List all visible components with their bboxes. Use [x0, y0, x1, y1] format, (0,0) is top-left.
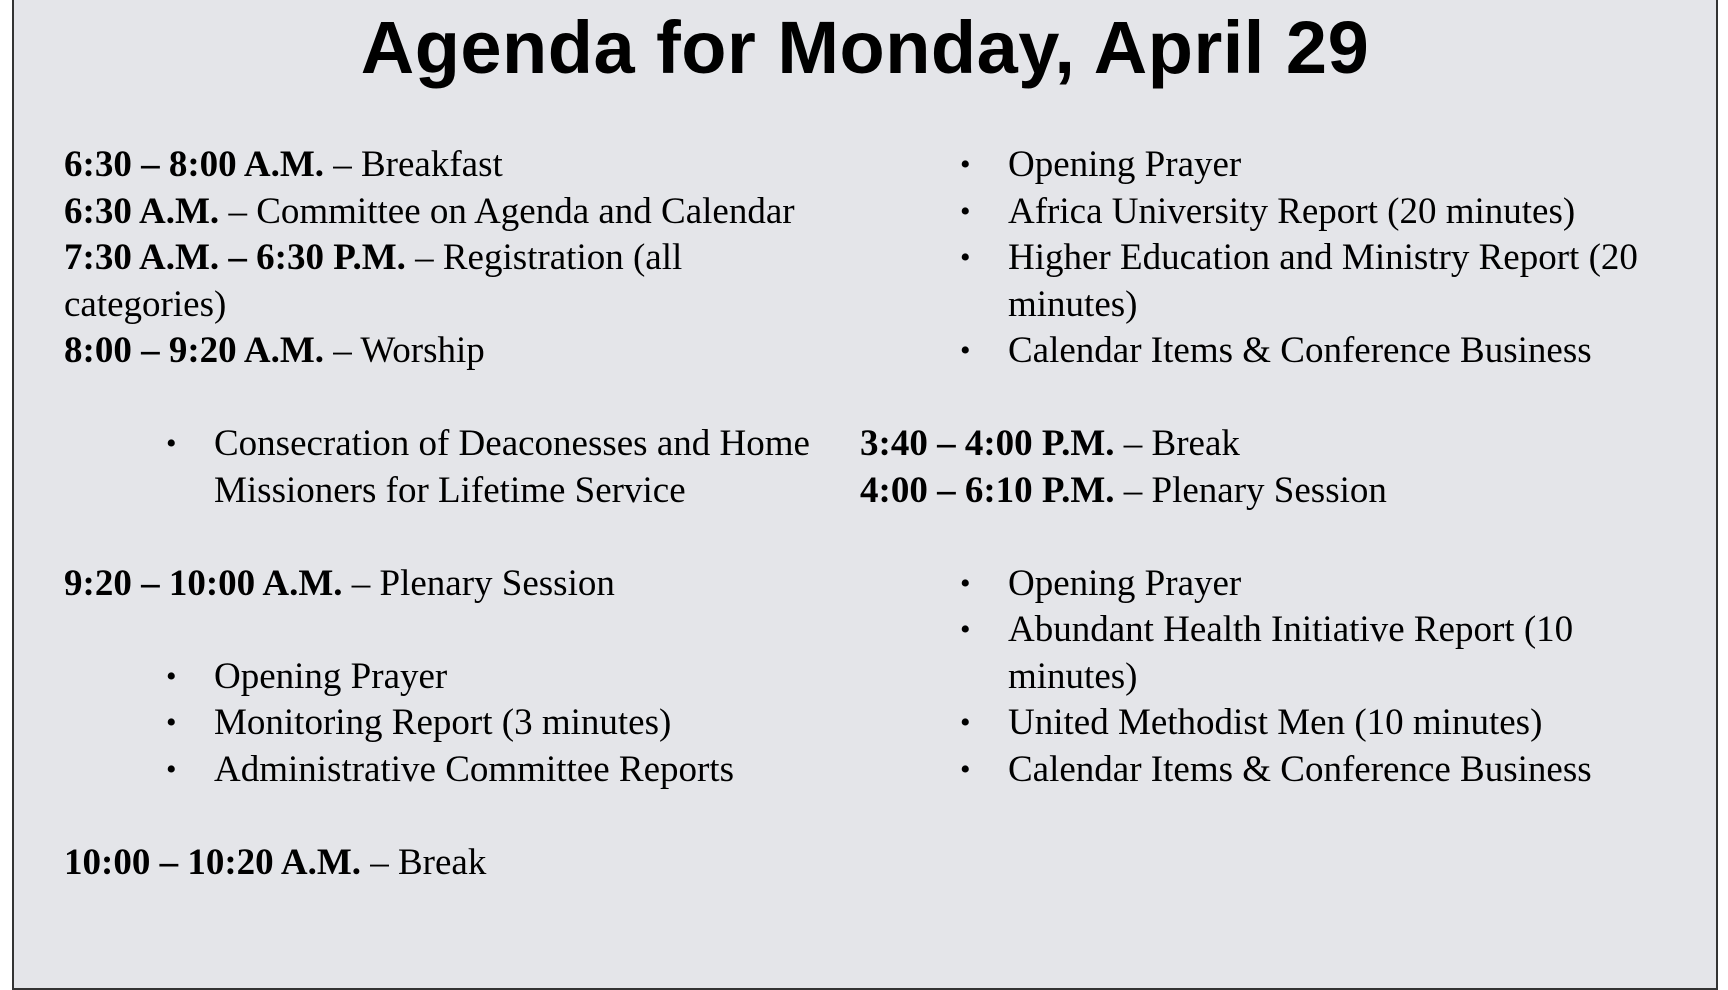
worship-list — [64, 421, 824, 514]
list-item — [960, 142, 1680, 189]
entry-time: 7:30 A.M. – 6:30 P.M. — [64, 237, 406, 278]
bullet-icon: • — [166, 659, 177, 693]
list-item — [166, 747, 824, 794]
list-item-text: Higher Education and Ministry Report (20 minutes) — [1008, 237, 1638, 325]
list-item — [960, 561, 1680, 608]
list-item-text: Opening Prayer — [1008, 144, 1242, 185]
list-item-text: Africa University Report (20 minutes) — [1008, 190, 1576, 232]
plenary-list-afternoon — [860, 561, 1680, 794]
entry-time: 6:30 – 8:00 A.M. — [64, 144, 324, 185]
list-item-text: Opening Prayer — [1008, 562, 1242, 604]
list-item — [960, 747, 1680, 794]
bullet-icon: • — [960, 334, 971, 367]
entry-text: – Plenary Session — [342, 562, 615, 604]
list-item-text: Administrative Committee Reports — [214, 748, 734, 790]
list-item — [960, 328, 1680, 375]
left-column — [64, 142, 824, 886]
entry-text: – Committee on Agenda and Calendar — [219, 190, 795, 232]
list-item — [960, 235, 1680, 328]
entry-time: 3:40 – 4:00 P.M. — [860, 423, 1115, 464]
entry-text: – Break — [361, 841, 487, 883]
plenary-list — [64, 654, 824, 794]
agenda-entry — [64, 328, 824, 375]
list-item — [960, 607, 1680, 700]
list-item — [960, 189, 1680, 236]
spacer — [860, 375, 1680, 422]
spacer — [64, 607, 824, 654]
list-item-text: Monitoring Report (3 minutes) — [214, 702, 672, 743]
agenda-entry — [64, 235, 824, 328]
spacer — [860, 514, 1680, 561]
agenda-entry — [64, 189, 824, 236]
agenda-entry — [64, 840, 824, 887]
spacer — [64, 793, 824, 840]
bullet-icon: • — [960, 613, 971, 646]
bullet-icon: • — [960, 148, 971, 181]
right-column — [860, 142, 1680, 793]
session-list — [860, 142, 1680, 375]
spacer — [64, 375, 824, 422]
agenda-entry — [860, 468, 1680, 515]
bullet-icon: • — [960, 566, 971, 600]
bullet-icon: • — [960, 752, 971, 786]
entry-text: – Breakfast — [324, 144, 503, 185]
page-title: Agenda for Monday, April 29 — [360, 6, 1370, 89]
entry-time: 4:00 – 6:10 P.M. — [860, 469, 1115, 511]
agenda-entry — [860, 421, 1680, 468]
agenda-entry — [64, 142, 824, 189]
list-item — [960, 700, 1680, 747]
entry-text: – Plenary Session — [1114, 469, 1387, 511]
entry-text: – Worship — [324, 330, 485, 371]
entry-time: 9:20 – 10:00 A.M. — [64, 562, 343, 604]
bullet-icon: • — [166, 706, 177, 739]
entry-time: 8:00 – 9:20 A.M. — [64, 330, 324, 371]
entry-time: 10:00 – 10:20 A.M. — [64, 841, 361, 883]
agenda-entry — [64, 561, 824, 608]
bullet-icon: • — [166, 752, 177, 786]
entry-text: – Registration (all categories) — [64, 237, 683, 325]
list-item-text: Consecration of Deaconesses and Home Missioners for Lifetime Service — [214, 423, 810, 511]
entry-time: 6:30 A.M. — [64, 190, 220, 232]
bullet-icon: • — [960, 706, 971, 739]
list-item-text: Calendar Items & Conference Business — [1008, 330, 1592, 371]
list-item-text: Calendar Items & Conference Business — [1008, 748, 1592, 790]
bullet-icon: • — [960, 241, 971, 274]
list-item-text: United Methodist Men (10 minutes) — [1008, 702, 1543, 743]
agenda-page — [12, 0, 1718, 990]
spacer — [64, 514, 824, 561]
list-item-text: Opening Prayer — [214, 655, 448, 697]
bullet-icon: • — [166, 427, 177, 460]
bullet-icon: • — [960, 194, 971, 228]
list-item — [166, 421, 824, 514]
list-item — [166, 654, 824, 701]
list-item-text: Abundant Health Initiative Report (10 minutes) — [1008, 609, 1574, 697]
entry-text: – Break — [1114, 423, 1240, 464]
list-item — [166, 700, 824, 747]
